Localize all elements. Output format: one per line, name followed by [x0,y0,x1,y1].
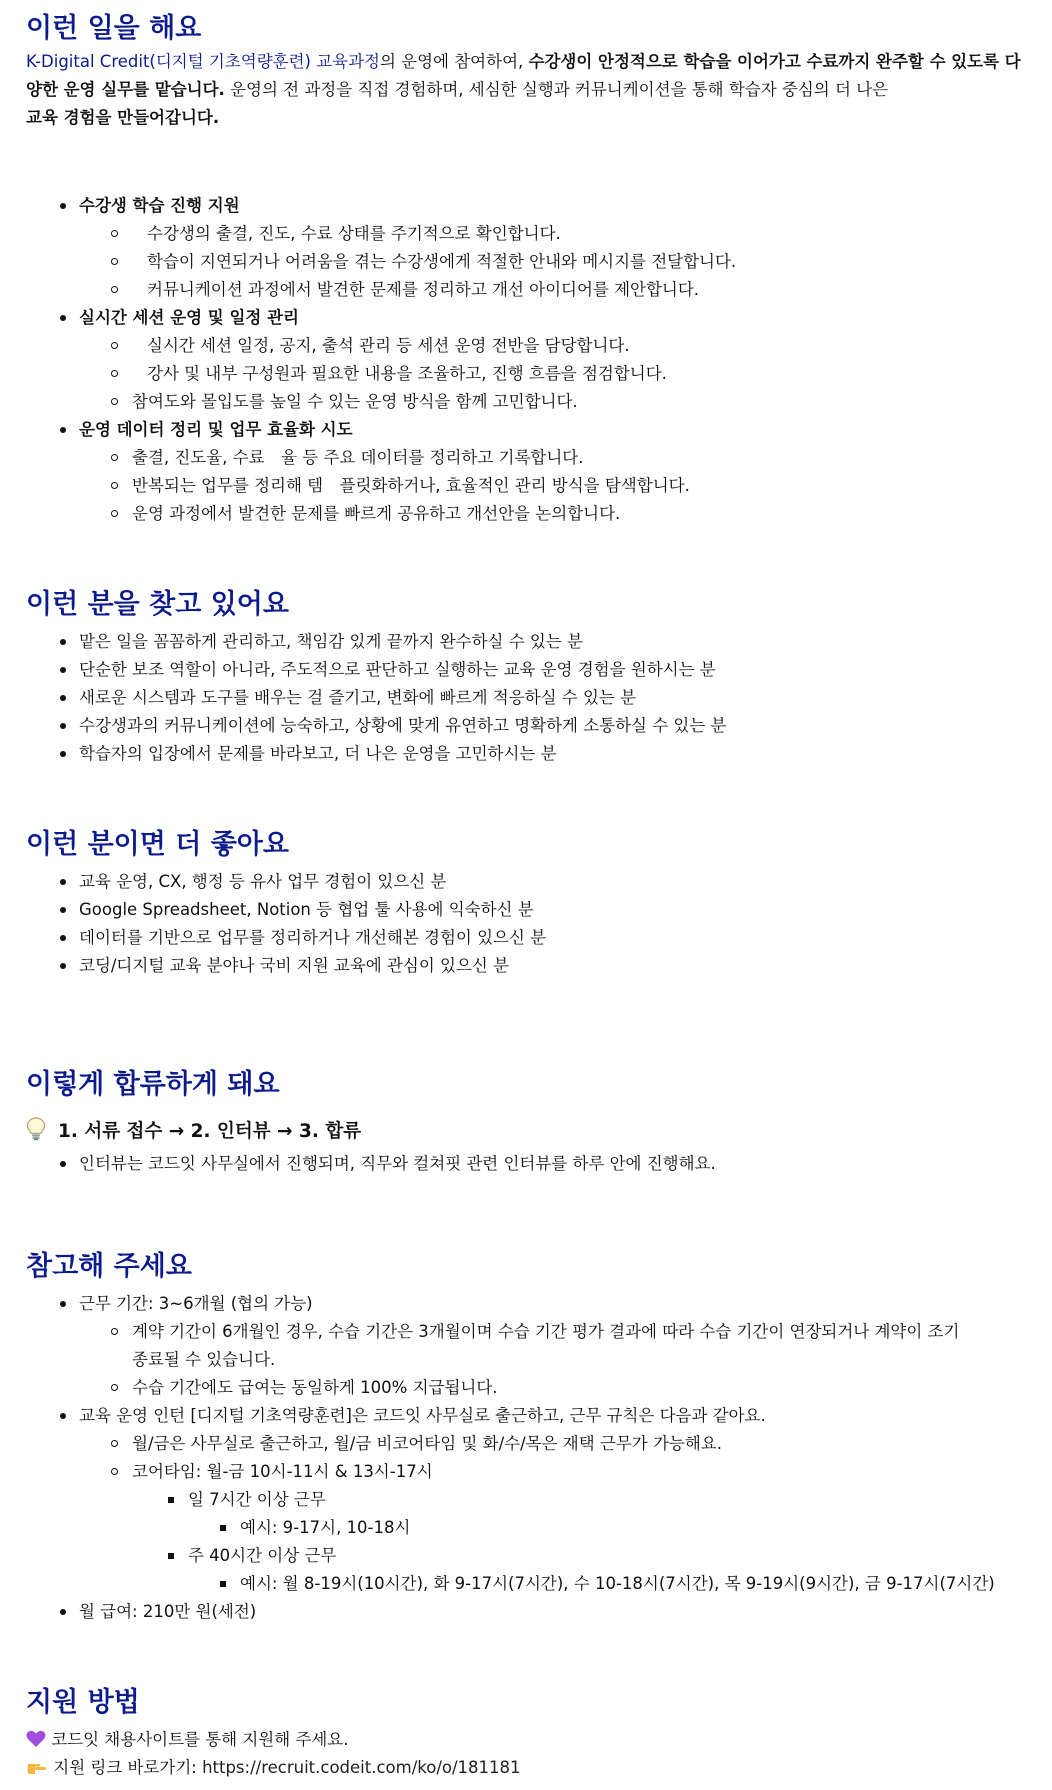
list-item: 수강생과의 커뮤니케이션에 능숙하고, 상황에 맞게 유연하고 명확하게 소통하실 수 있는 분 [79,714,726,738]
list-item: 실시간 세션 일정, 공지, 출석 관리 등 세션 운영 전반을 담당합니다. [147,334,630,358]
list-item: 인터뷰는 코드잇 사무실에서 진행되며, 직무와 컬쳐핏 관련 인터뷰를 하루 안에 진행해요. [79,1152,716,1176]
list-item: 교육 운영, CX, 행정 등 유사 업무 경험이 있으신 분 [79,870,446,894]
list-item: 월/금은 사무실로 출근하고, 월/금 비코어타임 및 화/수/목은 재택 근무가 가능해요. [132,1432,722,1456]
section-title-requirements: 이런 분을 찾고 있어요 [26,589,289,620]
list-item: 계약 기간이 6개월인 경우, 수습 기간은 3개월이며 수습 기간 평가 결과에 따라 수습 기간이 연장되거나 계약이 조기 [132,1320,959,1344]
list-item: 맡은 일을 꼼꼼하게 관리하고, 책임감 있게 끝까지 완수하실 수 있는 분 [79,630,583,654]
lightbulb-icon [26,1116,46,1144]
list-item: 출결, 진도율, 수료 율 등 주요 데이터를 정리하고 기록합니다. [132,446,584,470]
list-item: 강사 및 내부 구성원과 필요한 내용을 조율하고, 진행 흐름을 점검합니다. [147,362,667,386]
list-item: 실시간 세션 운영 및 일정 관리 [79,306,299,330]
apply-line-1: 코드잇 채용사이트를 통해 지원해 주세요. [26,1728,348,1752]
course-link[interactable]: K-Digital Credit(디지털 기초역량훈련) 교육과정 [26,52,380,71]
list-item: 운영 과정에서 발견한 문제를 빠르게 공유하고 개선안을 논의합니다. [132,502,620,526]
pointing-hand-icon [26,1758,48,1777]
list-item: 코딩/디지털 교육 분야나 국비 지원 교육에 관심이 있으신 분 [79,954,509,978]
role-intro: K-Digital Credit(디지털 기초역량훈련) 교육과정의 운영에 참여하여, 수강생이 안정적으로 학습을 이어가고 수료까지 완주할 수 있도록 다양한 운영 실무를 맡습니다. 운영의 전 과정을 직접 경험하며, 세심한 실행과 커뮤니케이션을 통해 학습자 중심의 더 나은 교육 경험을 만들어갑니다. [26,52,1021,127]
section-title-apply: 지원 방법 [26,1687,140,1718]
section-title-process: 이렇게 합류하게 돼요 [26,1069,280,1100]
section-title-preferred: 이런 분이면 더 좋아요 [26,829,289,860]
list-item: 교육 운영 인턴 [디지털 기초역량훈련]은 코드잇 사무실로 출근하고, 근무 규칙은 다음과 같아요. [79,1404,766,1428]
list-item: 학습이 지연되거나 어려움을 겪는 수강생에게 적절한 안내와 메시지를 전달합니다. [147,250,736,274]
list-item: 예시: 월 8-19시(10시간), 화 9-17시(7시간), 수 10-18시(7시간), 목 9-19시(9시간), 금 9-17시(7시간) [240,1572,995,1596]
list-item: 주 40시간 이상 근무 [188,1544,336,1568]
list-item: Google Spreadsheet, Notion 등 협업 툴 사용에 익숙하신 분 [79,898,534,922]
list-item: 새로운 시스템과 도구를 배우는 걸 즐기고, 변화에 빠르게 적응하실 수 있는 분 [79,686,636,710]
list-item: 예시: 9-17시, 10-18시 [240,1516,410,1540]
section-title-notes: 참고해 주세요 [26,1251,192,1282]
list-item: 운영 데이터 정리 및 업무 효율화 시도 [79,418,353,442]
apply-link[interactable]: https://recruit.codeit.com/ko/o/181181 [202,1758,521,1777]
list-item: 수강생 학습 진행 지원 [79,194,240,218]
purple-heart-icon [26,1730,46,1749]
process-steps: 1. 서류 접수 → 2. 인터뷰 → 3. 합류 [26,1116,361,1146]
section-title-role: 이런 일을 해요 [26,13,202,44]
list-item: 수강생의 출결, 진도, 수료 상태를 주기적으로 확인합니다. [147,222,561,246]
list-item: 커뮤니케이션 과정에서 발견한 문제를 정리하고 개선 아이디어를 제안합니다. [147,278,699,302]
list-item: 반복되는 업무를 정리해 템 플릿화하거나, 효율적인 관리 방식을 탐색합니다. [132,474,690,498]
list-item: 데이터를 기반으로 업무를 정리하거나 개선해본 경험이 있으신 분 [79,926,546,950]
list-item: 참여도와 몰입도를 높일 수 있는 운영 방식을 함께 고민합니다. [132,390,578,414]
list-item: 월 급여: 210만 원(세전) [79,1600,256,1624]
list-item: 수습 기간에도 급여는 동일하게 100% 지급됩니다. [132,1376,498,1400]
list-item: 코어타임: 월-금 10시-11시 & 13시-17시 [132,1460,433,1484]
list-item: 일 7시간 이상 근무 [188,1488,326,1512]
list-item: 단순한 보조 역할이 아니라, 주도적으로 판단하고 실행하는 교육 운영 경험을 원하시는 분 [79,658,716,682]
list-item: 학습자의 입장에서 문제를 바라보고, 더 나은 운영을 고민하시는 분 [79,742,557,766]
list-item: 근무 기간: 3~6개월 (협의 가능) [79,1292,313,1316]
apply-line-2: 지원 링크 바로가기: https://recruit.codeit.com/ko/o/181181 [26,1756,521,1780]
list-item-continuation: 종료될 수 있습니다. [132,1350,276,1369]
